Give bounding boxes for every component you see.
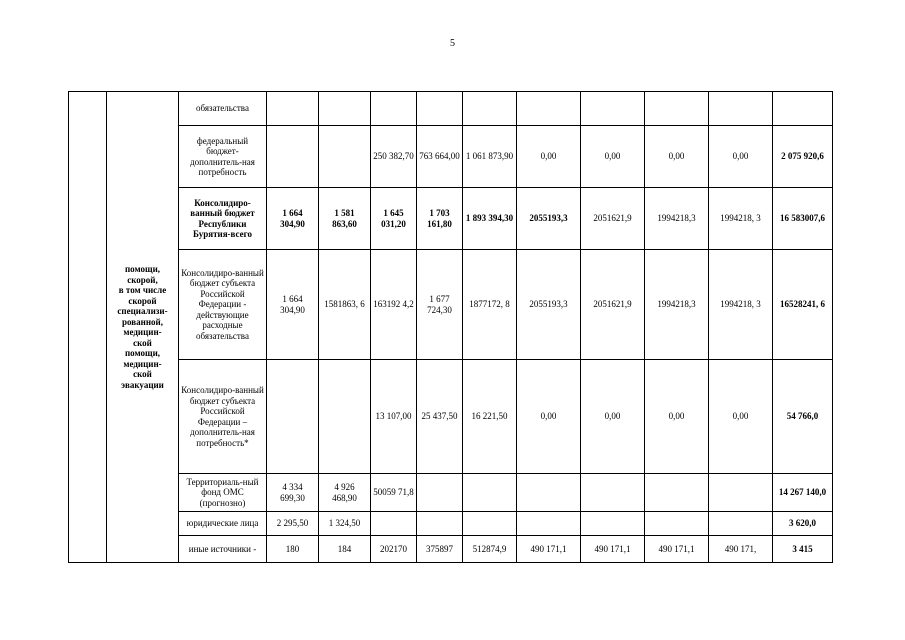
value-cell: 490 171, xyxy=(709,536,773,563)
value-cell: 1994218, 3 xyxy=(709,188,773,250)
value-cell xyxy=(463,92,517,126)
value-cell: 490 171,1 xyxy=(517,536,581,563)
value-cell xyxy=(319,92,371,126)
value-cell: 25 437,50 xyxy=(417,360,463,474)
value-cell: 2055193,3 xyxy=(517,188,581,250)
value-cell: 163192 4,2 xyxy=(371,250,417,360)
total-cell: 14 267 140,0 xyxy=(773,474,833,512)
value-cell: 490 171,1 xyxy=(581,536,645,563)
value-cell: 13 107,00 xyxy=(371,360,417,474)
program-name-line: эвакуации xyxy=(121,379,164,390)
total-cell: 3 620,0 xyxy=(773,512,833,536)
value-cell xyxy=(645,474,709,512)
table-row xyxy=(69,188,833,250)
value-cell: 1 703 161,80 xyxy=(417,188,463,250)
value-cell xyxy=(709,474,773,512)
value-cell: 0,00 xyxy=(645,126,709,188)
budget-table xyxy=(68,91,833,563)
funding-source-cell: обязательства xyxy=(179,92,267,126)
value-cell xyxy=(581,512,645,536)
value-cell: 2051621,9 xyxy=(581,250,645,360)
value-cell: 1994218, 3 xyxy=(709,250,773,360)
program-name-line: специализи- xyxy=(117,306,168,316)
program-name-line: рованной, xyxy=(122,316,163,327)
value-cell: 4 334 699,30 xyxy=(267,474,319,512)
value-cell: 0,00 xyxy=(581,360,645,474)
value-cell: 16 221,50 xyxy=(463,360,517,474)
program-name-line: помощи, xyxy=(124,264,161,274)
total-cell xyxy=(773,92,833,126)
value-cell xyxy=(645,512,709,536)
value-cell xyxy=(517,474,581,512)
value-cell: 490 171,1 xyxy=(645,536,709,563)
value-cell: 2051621,9 xyxy=(581,188,645,250)
value-cell: 184 xyxy=(319,536,371,563)
value-cell: 1 645 031,20 xyxy=(371,188,417,250)
funding-source-cell: Консолидиро-ванный бюджет Республики Бурятия-всего xyxy=(179,188,267,250)
value-cell xyxy=(581,92,645,126)
value-cell xyxy=(463,512,517,536)
value-cell xyxy=(371,512,417,536)
program-name-cell xyxy=(107,92,179,563)
total-cell: 3 415 xyxy=(773,536,833,563)
value-cell: 0,00 xyxy=(517,126,581,188)
value-cell: 1581863, 6 xyxy=(319,250,371,360)
value-cell: 50059 71,8 xyxy=(371,474,417,512)
value-cell xyxy=(463,474,517,512)
value-cell xyxy=(417,512,463,536)
value-cell: 1994218,3 xyxy=(645,188,709,250)
value-cell xyxy=(517,92,581,126)
value-cell: 1 581 863,60 xyxy=(319,188,371,250)
total-cell: 2 075 920,6 xyxy=(773,126,833,188)
value-cell xyxy=(267,92,319,126)
table-row xyxy=(69,536,833,563)
table-row xyxy=(69,474,833,512)
value-cell: 1 664 304,90 xyxy=(267,250,319,360)
table-row xyxy=(69,92,833,126)
value-cell xyxy=(319,360,371,474)
value-cell xyxy=(417,474,463,512)
value-cell xyxy=(267,126,319,188)
value-cell xyxy=(417,92,463,126)
value-cell xyxy=(581,474,645,512)
program-name-line: помощи, xyxy=(124,348,161,358)
value-cell xyxy=(267,360,319,474)
value-cell: 180 xyxy=(267,536,319,563)
value-cell: 1 324,50 xyxy=(319,512,371,536)
table-row xyxy=(69,126,833,188)
table-row xyxy=(69,360,833,474)
value-cell: 4 926 468,90 xyxy=(319,474,371,512)
total-cell: 16 583007,6 xyxy=(773,188,833,250)
value-cell: 0,00 xyxy=(645,360,709,474)
program-name-line: в том числе xyxy=(118,285,167,295)
value-cell: 0,00 xyxy=(581,126,645,188)
value-cell: 2 295,50 xyxy=(267,512,319,536)
value-cell xyxy=(517,512,581,536)
value-cell: 1 061 873,90 xyxy=(463,126,517,188)
funding-source-cell: федеральный бюджет-дополнитель-ная потребность xyxy=(179,126,267,188)
value-cell: 763 664,00 xyxy=(417,126,463,188)
funding-source-cell: иные источники - xyxy=(179,536,267,563)
value-cell xyxy=(709,512,773,536)
funding-source-cell: Консолидиро-ванный бюджет субъекта Российской Федерации – дополнитель-ная потребность* xyxy=(179,360,267,474)
value-cell: 1994218,3 xyxy=(645,250,709,360)
value-cell: 202170 xyxy=(371,536,417,563)
funding-source-cell: юридические лица xyxy=(179,512,267,536)
value-cell: 375897 xyxy=(417,536,463,563)
total-cell: 54 766,0 xyxy=(773,360,833,474)
value-cell: 0,00 xyxy=(709,360,773,474)
page-number: 5 xyxy=(450,38,455,49)
value-cell: 2055193,3 xyxy=(517,250,581,360)
value-cell: 512874,9 xyxy=(463,536,517,563)
value-cell: 1 893 394,30 xyxy=(463,188,517,250)
value-cell xyxy=(709,92,773,126)
program-name-line: ской xyxy=(133,337,152,348)
value-cell xyxy=(371,92,417,126)
value-cell: 1 664 304,90 xyxy=(267,188,319,250)
total-cell: 16528241, 6 xyxy=(773,250,833,360)
value-cell: 250 382,70 xyxy=(371,126,417,188)
value-cell: 0,00 xyxy=(517,360,581,474)
row-number-cell xyxy=(69,92,107,563)
value-cell: 1877172, 8 xyxy=(463,250,517,360)
program-name-line: медицин- xyxy=(123,358,162,369)
value-cell xyxy=(319,126,371,188)
value-cell: 0,00 xyxy=(709,126,773,188)
program-name-line: медицин- xyxy=(123,327,162,337)
funding-source-cell: Территориаль-ный фонд ОМС (прогнозно) xyxy=(179,474,267,512)
program-name-line: скорой, xyxy=(127,274,158,285)
funding-source-cell: Консолидиро-ванный бюджет субъекта Российской Федерации - действующие расходные обязательства xyxy=(179,250,267,360)
program-name-line: ской xyxy=(133,369,152,379)
value-cell: 1 677 724,30 xyxy=(417,250,463,360)
program-name-line: скорой xyxy=(128,295,157,306)
table-row xyxy=(69,512,833,536)
value-cell xyxy=(645,92,709,126)
table-row xyxy=(69,250,833,360)
